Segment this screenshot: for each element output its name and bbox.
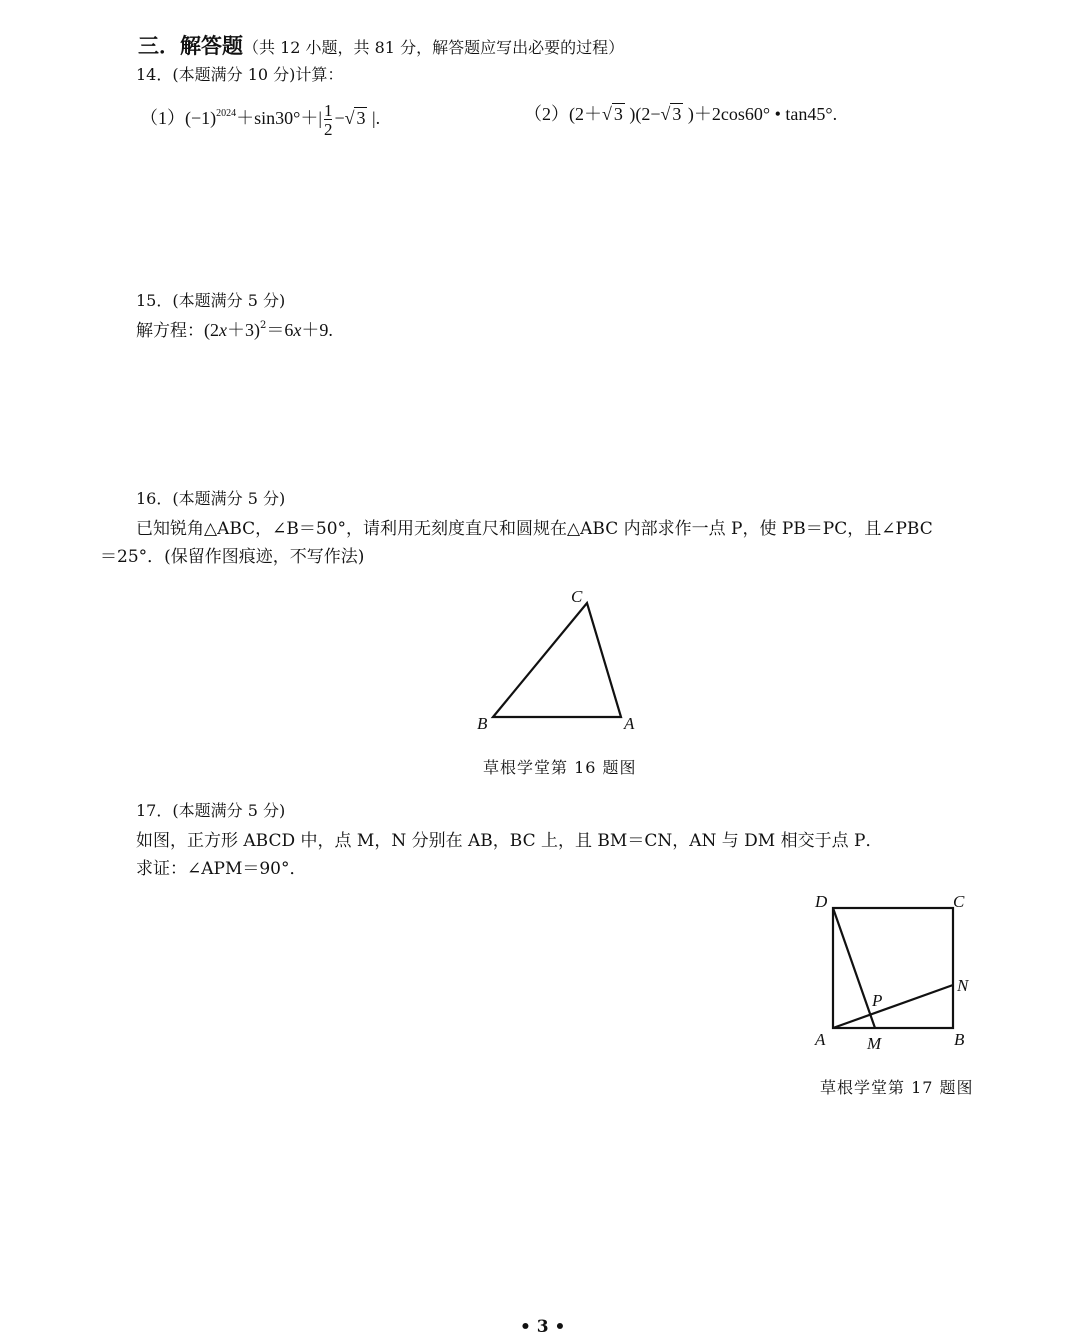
q14-p1-frac-den: 2 bbox=[323, 119, 333, 139]
q16-label-a: A bbox=[624, 714, 635, 733]
q16-line2: ＝25°．(保留作图痕迹，不写作法) bbox=[100, 547, 365, 567]
q17-label-b: B bbox=[954, 1030, 965, 1049]
q16-label-c: C bbox=[571, 587, 583, 606]
q15-eq-a: (2 bbox=[204, 320, 219, 340]
section-title: 三．解答题 bbox=[138, 34, 243, 58]
q17-line1: 如图，正方形 ABCD 中，点 M，N 分别在 AB，BC 上，且 BM＝CN，AN 与 DM 相交于点 P． bbox=[136, 831, 883, 851]
q16-caption: 草根学堂第 16 题图 bbox=[483, 758, 637, 777]
q15-var2: x bbox=[293, 320, 302, 340]
q16-triangle-figure bbox=[470, 582, 650, 742]
q16-header: 16．(本题满分 5 分) bbox=[136, 489, 286, 508]
q17-square-figure bbox=[805, 888, 985, 1058]
q14-p2-label: （2） bbox=[524, 104, 569, 124]
q14-p2-radicand2: 3 bbox=[672, 104, 682, 124]
q15-var1: x bbox=[219, 320, 227, 340]
square-abcd bbox=[833, 908, 953, 1028]
section-heading bbox=[138, 30, 624, 60]
q15-eq-c: ＝6 bbox=[266, 320, 294, 340]
q14-p1-exp: 2024 bbox=[216, 108, 237, 119]
q15-equation bbox=[136, 316, 333, 342]
q16-label-b: B bbox=[477, 714, 488, 733]
q17-label-a: A bbox=[815, 1030, 826, 1049]
q17-label-d: D bbox=[815, 892, 828, 911]
q15-exp: 2 bbox=[260, 320, 267, 331]
q14-p1-end: |. bbox=[367, 108, 381, 128]
q14-p2-a: (2＋√ bbox=[569, 104, 612, 124]
q17-line2: 求证：∠APM＝90°． bbox=[136, 859, 307, 879]
q15-eq-d: ＋9. bbox=[301, 320, 333, 340]
q14-p1-sin: ＋sin30°＋| bbox=[236, 108, 322, 128]
segment-an bbox=[833, 985, 953, 1028]
q14-p1-label: （1） bbox=[140, 108, 185, 128]
q14-part2 bbox=[524, 96, 837, 132]
q14-p2-c: )＋2cos60° • tan45°. bbox=[683, 104, 838, 124]
section-note: （共 12 小题，共 81 分，解答题应写出必要的过程） bbox=[243, 38, 625, 57]
q15-header: 15．(本题满分 5 分) bbox=[136, 291, 286, 310]
q14-p1-frac-num: 1 bbox=[323, 100, 333, 120]
segment-dm bbox=[833, 908, 875, 1028]
q15-prefix: 解方程： bbox=[136, 321, 204, 341]
q14-p2-radicand1: 3 bbox=[613, 104, 623, 124]
q17-label-n: N bbox=[957, 976, 969, 995]
page-number: • 3 • bbox=[520, 1317, 566, 1337]
q14-p1-base: (−1) bbox=[185, 108, 217, 128]
q17-label-m: M bbox=[867, 1034, 882, 1053]
q17-caption: 草根学堂第 17 题图 bbox=[820, 1078, 974, 1097]
q14-p1-minus-sqrt: −√ bbox=[334, 108, 355, 128]
q15-eq-b: ＋3) bbox=[227, 320, 260, 340]
q17-label-p: P bbox=[872, 991, 883, 1010]
q14-p1-fraction bbox=[324, 102, 333, 138]
q17-header: 17．(本题满分 5 分) bbox=[136, 801, 286, 820]
triangle-abc bbox=[493, 603, 621, 717]
q14-p2-b: )(2−√ bbox=[624, 104, 671, 124]
q14-part1 bbox=[140, 96, 381, 139]
q14-header: 14．(本题满分 10 分)计算： bbox=[136, 65, 344, 84]
q16-line1: 已知锐角△ABC，∠B＝50°，请利用无刻度直尺和圆规在△ABC 内部求作一点 P，使 PB＝PC，且∠PBC bbox=[136, 519, 933, 539]
q17-label-c: C bbox=[953, 892, 965, 911]
q14-p1-radicand: 3 bbox=[356, 108, 366, 128]
